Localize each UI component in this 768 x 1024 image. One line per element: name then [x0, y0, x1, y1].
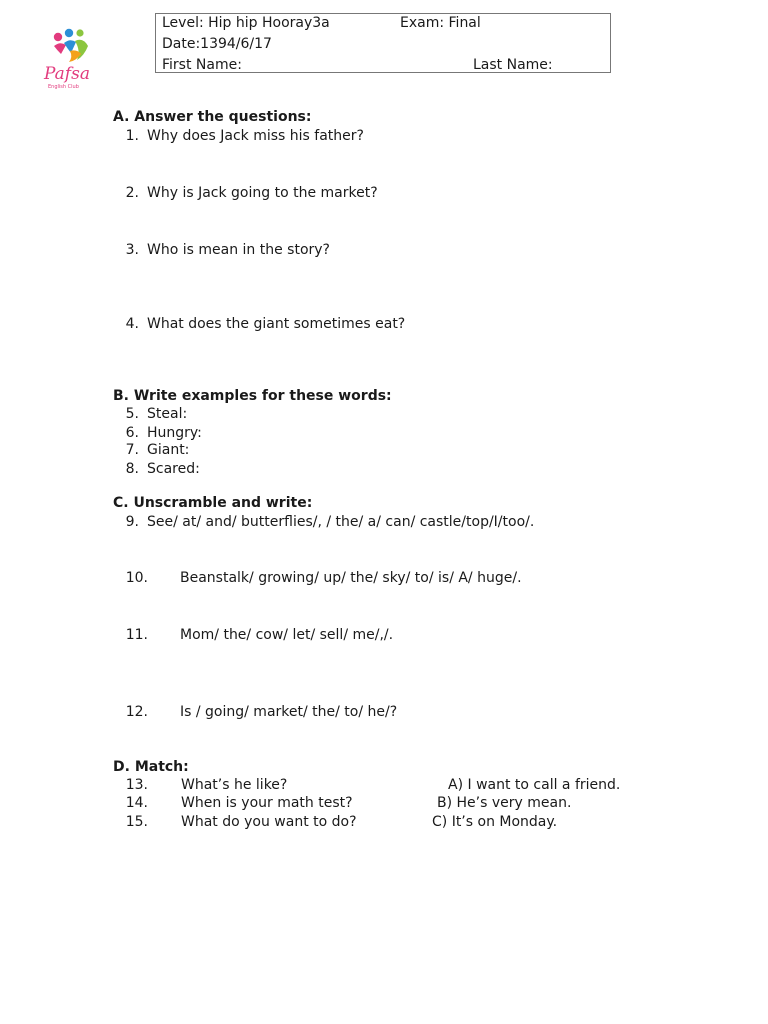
question-number: 11. [125, 627, 148, 643]
question-text: Beanstalk/ growing/ up/ the/ sky/ to/ is/ A/ huge/. [180, 570, 522, 586]
pafsa-logo-graphic [28, 24, 102, 94]
question-text: Is / going/ market/ the/ to/ he/? [180, 704, 398, 720]
match-option: C) It’s on Monday. [432, 814, 558, 830]
match-option: B) He’s very mean. [437, 795, 572, 811]
question-number: 13. [125, 777, 148, 793]
level-label: Level: Hip hip Hooray3a [162, 15, 330, 31]
question-number: 6. [125, 425, 139, 441]
question-text: Mom/ the/ cow/ let/ sell/ me/,/. [180, 627, 394, 643]
question-text: See/ at/ and/ butterflies/, / the/ a/ can/ castle/top/I/too/. [147, 514, 535, 530]
question-number: 1. [125, 128, 139, 144]
question-text: Giant: [147, 442, 190, 458]
logo-figure-pink [54, 43, 66, 54]
match-option: A) I want to call a friend. [448, 777, 621, 793]
question-text: Who is mean in the story? [147, 242, 330, 258]
question-number: 10. [125, 570, 148, 586]
question-number: 4. [125, 316, 139, 332]
question-number: 14. [125, 795, 148, 811]
logo-wordmark: Pafsa [44, 64, 90, 84]
question-text: Hungry: [147, 425, 202, 441]
question-number: 3. [125, 242, 139, 258]
section-d-title: D. Match: [113, 759, 189, 775]
question-number: 12. [125, 704, 148, 720]
student-info-box [155, 13, 611, 73]
question-text: Why does Jack miss his father? [147, 128, 364, 144]
date-label: Date:1394/6/17 [162, 36, 272, 52]
first-name-field[interactable]: First Name: [162, 57, 242, 73]
question-text: When is your math test? [181, 795, 353, 811]
section-a-title: A. Answer the questions: [113, 109, 312, 125]
question-text: What does the giant sometimes eat? [147, 316, 406, 332]
question-number: 15. [125, 814, 148, 830]
question-number: 5. [125, 406, 139, 422]
section-c-title: C. Unscramble and write: [113, 495, 313, 511]
pafsa-logo [28, 24, 102, 94]
logo-dot-blue [65, 29, 73, 37]
logo-dot-green [76, 29, 83, 36]
question-text: Why is Jack going to the market? [147, 185, 378, 201]
question-text: Steal: [147, 406, 188, 422]
question-number: 9. [125, 514, 139, 530]
question-number: 2. [125, 185, 139, 201]
logo-dot-pink [54, 33, 62, 41]
question-text: Scared: [147, 461, 200, 477]
section-b-title: B. Write examples for these words: [113, 388, 392, 404]
question-text: What’s he like? [181, 777, 288, 793]
question-number: 8. [125, 461, 139, 477]
last-name-field[interactable]: Last Name: [473, 57, 553, 73]
question-number: 7. [125, 442, 139, 458]
exam-label: Exam: Final [400, 15, 481, 31]
question-text: What do you want to do? [181, 814, 357, 830]
logo-tagline: English Club [48, 84, 79, 90]
